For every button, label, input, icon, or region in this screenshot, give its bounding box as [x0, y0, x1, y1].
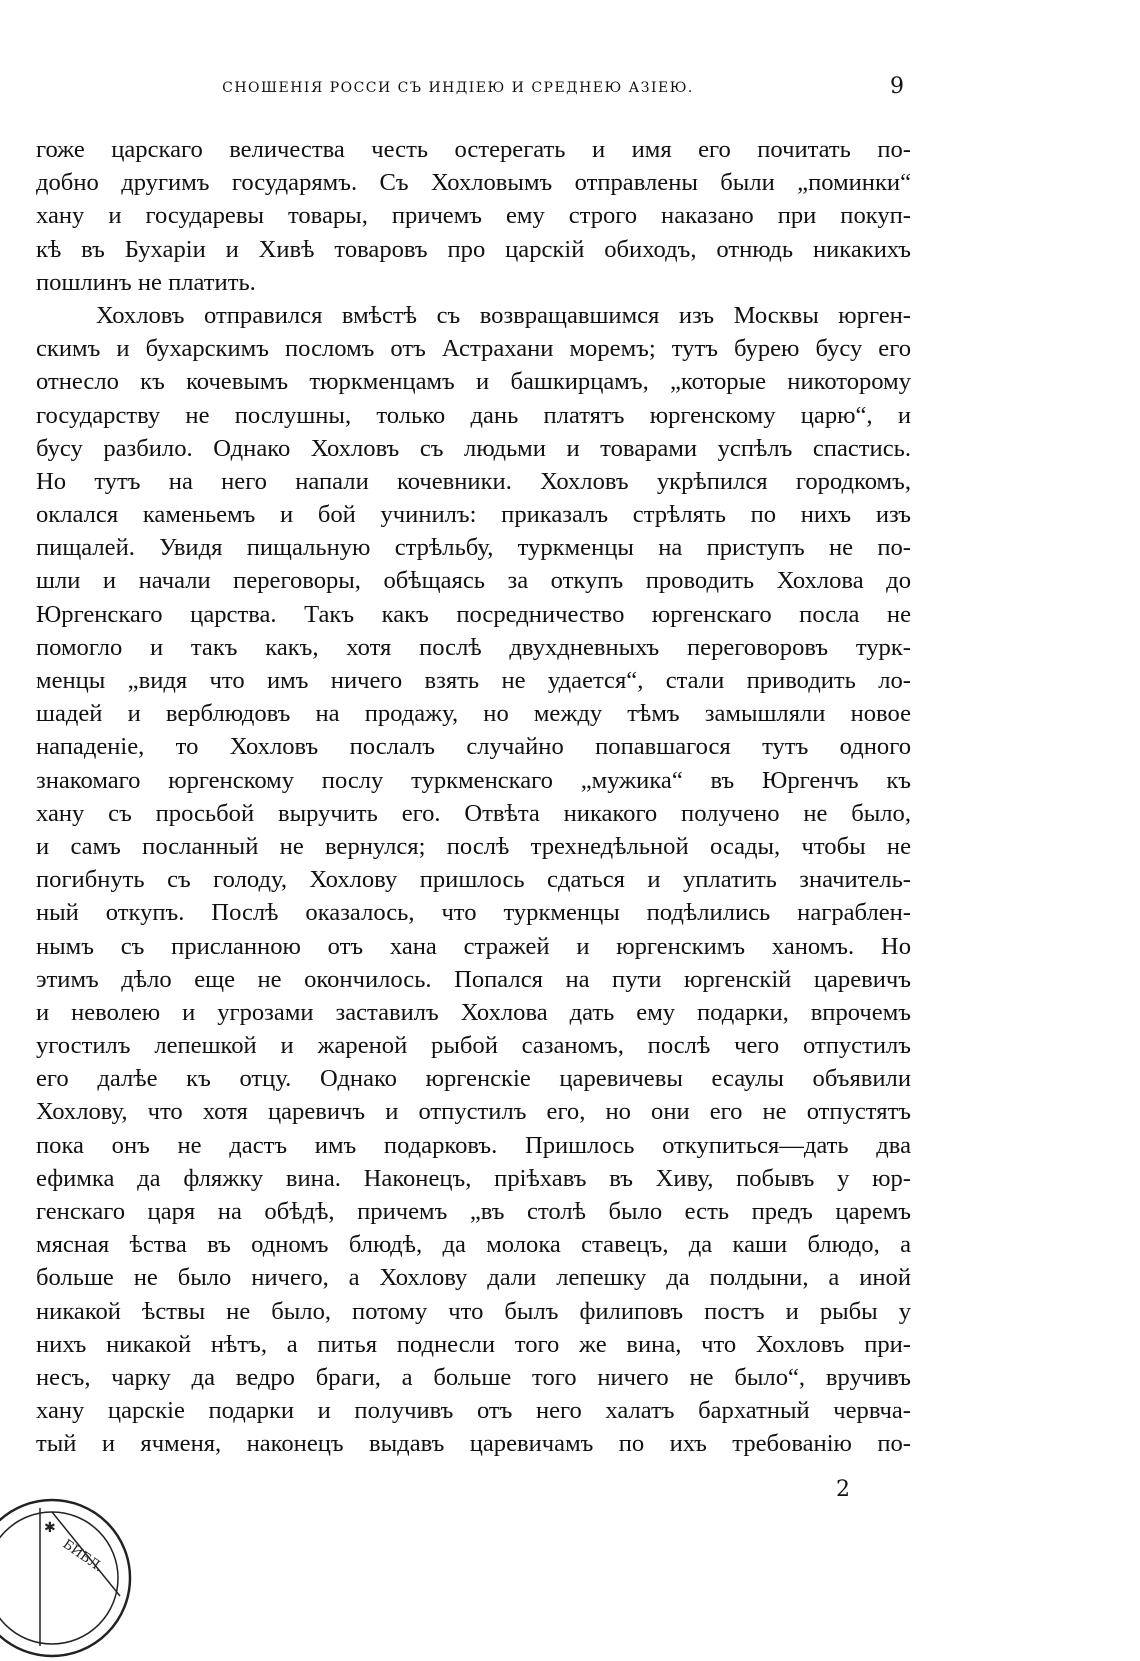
text-line: государству не послушны, только дань платятъ юргенскому царю“, и: [36, 401, 911, 429]
paragraph-1: [36, 133, 911, 299]
text-line: нымъ съ присланною отъ хана стражей и юргенскимъ ханомъ. Но: [36, 932, 911, 960]
text-line: Хохловъ отправился вмѣстѣ съ возвращавшимся изъ Москвы юрген-: [96, 301, 911, 329]
text-line: гоже царскаго величества честь остерегать и имя его почитать по-: [36, 136, 911, 163]
text-line: знакомаго юргенскому послу туркменскаго „мужика“ въ Юргенчъ къ: [36, 766, 911, 794]
text-line: погибнуть съ голоду, Хохлову пришлось сдаться и уплатить значитель-: [36, 866, 911, 894]
text-line: угостилъ лепешкой и жареной рыбой сазаномъ, послѣ чего отпустилъ: [36, 1032, 911, 1060]
text-line: добно другимъ государямъ. Съ Хохловымъ отправлены были „поминки“: [36, 169, 911, 197]
text-line: помогло и такъ какъ, хотя послѣ двухдневныхъ переговоровъ турк-: [36, 633, 911, 661]
text-line: Но тутъ на него напали кочевники. Хохловъ укрѣпился городкомъ,: [36, 467, 911, 495]
text-line: больше не было ничего, а Хохлову дали лепешку да полдыни, а иной: [36, 1264, 911, 1292]
text-line: нападеніе, то Хохловъ послалъ случайно попавшагося тутъ одного: [36, 733, 911, 761]
text-line: Хохлову, что хотя царевичъ и отпустилъ его, но они его не отпустятъ: [36, 1098, 911, 1126]
text-line: шли и начали переговоры, обѣщаясь за откупъ проводить Хохлова до: [36, 567, 911, 595]
page-number: 9: [890, 74, 904, 99]
paragraph-2: [36, 299, 911, 1461]
text-line: никакой ѣствы не было, потому что былъ филиповъ постъ и рыбы у: [36, 1297, 911, 1325]
text-line: нихъ никакой нѣтъ, а питья поднесли того же вина, что Хохловъ при-: [36, 1330, 911, 1358]
text-line: Юргенскаго царства. Такъ какъ посредничество юргенскаго посла не: [36, 600, 911, 628]
text-line: бусу разбило. Однако Хохловъ съ людьми и товарами успѣлъ спастись.: [36, 434, 911, 462]
text-line: отнесло къ кочевымъ тюркменцамъ и башкирцамъ, „которые никоторому: [36, 368, 911, 396]
library-stamp: [0, 1496, 135, 1661]
svg-text:✱: ✱: [44, 1520, 56, 1536]
text-line: мясная ѣства въ одномъ блюдѣ, да молока ставецъ, да каши блюдо, а: [36, 1231, 911, 1259]
text-line: ефимка да фляжку вина. Наконецъ, пріѣхавъ въ Хиву, побывъ у юр-: [36, 1164, 911, 1192]
text-line: генскаго царя на обѣдѣ, причемъ „въ столѣ было есть предъ царемъ: [36, 1198, 911, 1225]
text-line: хану царскіе подарки и получивъ отъ него халатъ бархатный червча-: [36, 1397, 911, 1425]
text-line: скимъ и бухарскимъ посломъ отъ Астрахани моремъ; тутъ бурею бусу его: [36, 335, 911, 363]
text-line: кѣ въ Бухаріи и Хивѣ товаровъ про царскій обиходъ, отнюдь никакихъ: [36, 235, 911, 263]
running-title: СНОШЕНІЯ РОССИ СЪ ИНДІЕЮ И СРЕДНЕЮ АЗІЕЮ.: [222, 80, 694, 96]
text-line: менцы „видя что имъ ничего взять не удается“, стали приводить ло-: [36, 667, 911, 694]
text-line: ный откупъ. Послѣ оказалось, что туркменцы подѣлились награблен-: [36, 899, 911, 927]
text-line: этимъ дѣло еще не окончилось. Попался на пути юргенскій царевичъ: [36, 965, 911, 993]
text-line: пищалей. Увидя пищальную стрѣльбу, туркменцы на приступъ не по-: [36, 534, 911, 562]
text-line: пока онъ не дастъ имъ подарковъ. Пришлось откупиться—дать два: [36, 1131, 911, 1159]
text-line: оклался каменьемъ и бой учинилъ: приказалъ стрѣлять по нихъ изъ: [36, 501, 911, 529]
svg-text:БИБЛ.: БИБЛ.: [59, 1536, 106, 1576]
text-line: несъ, чарку да ведро браги, а больше того ничего не было“, вручивъ: [36, 1363, 911, 1391]
text-line: хану съ просьбой выручить его. Отвѣта никакого получено не было,: [36, 799, 911, 827]
text-line: хану и государевы товары, причемъ ему строго наказано при покуп-: [36, 202, 911, 230]
text-line: его далѣе къ отцу. Однако юргенскіе царевичевы есаулы объявили: [36, 1065, 911, 1093]
text-line: пошлинъ не платить.: [36, 268, 256, 296]
signature-mark: 2: [836, 1477, 850, 1502]
text-line: и самъ посланный не вернулся; послѣ трехнедѣльной осады, чтобы не: [36, 832, 911, 860]
text-line: и неволею и угрозами заставилъ Хохлова дать ему подарки, впрочемъ: [36, 998, 911, 1026]
text-line: тый и ячменя, наконецъ выдавъ царевичамъ по ихъ требованію по-: [36, 1430, 911, 1458]
body-text: [36, 133, 911, 1461]
text-line: шадей и верблюдовъ на продажу, но между тѣмъ замышляли новое: [36, 700, 911, 728]
